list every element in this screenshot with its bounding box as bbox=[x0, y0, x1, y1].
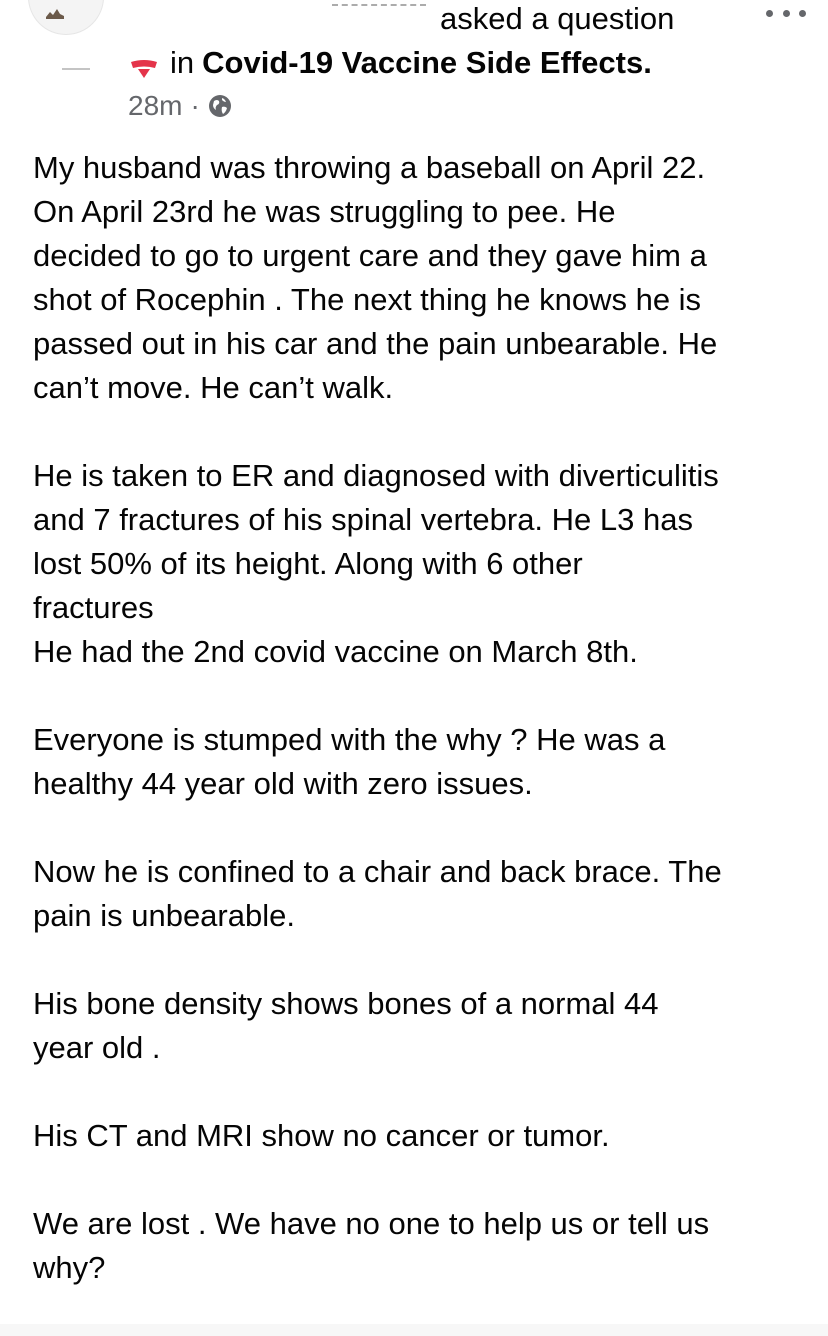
avatar-image bbox=[44, 6, 66, 20]
post-paragraph: His bone density shows bones of a normal 44 year old . bbox=[33, 986, 659, 1065]
timestamp[interactable]: 28m bbox=[128, 90, 183, 121]
globe-icon[interactable] bbox=[208, 94, 232, 118]
divider bbox=[62, 68, 90, 70]
dot-icon bbox=[783, 10, 790, 17]
post-footer-edge bbox=[0, 1324, 828, 1336]
group-line bbox=[170, 44, 652, 82]
author-name-obscured bbox=[332, 4, 426, 14]
post-paragraph: Everyone is stumped with the why ? He was a healthy 44 year old with zero issues. bbox=[33, 722, 666, 801]
group-name-link[interactable]: Covid-19 Vaccine Side Effects. bbox=[202, 45, 652, 80]
avatar[interactable] bbox=[28, 0, 104, 35]
dot-icon bbox=[766, 10, 773, 17]
post-body bbox=[33, 146, 813, 1290]
post-meta bbox=[128, 88, 232, 124]
dot-icon bbox=[799, 10, 806, 17]
in-label: in bbox=[170, 45, 195, 80]
post-paragraph: His CT and MRI show no cancer or tumor. bbox=[33, 1118, 610, 1153]
post-paragraph: Now he is confined to a chair and back brace. The pain is unbearable. bbox=[33, 854, 722, 933]
post-header bbox=[0, 0, 828, 130]
group-icon bbox=[128, 58, 160, 82]
post-action-text: asked a question bbox=[440, 1, 675, 36]
post-paragraph: My husband was throwing a baseball on April 22. On April 23rd he was struggling to pee. He decided to go to urgent care and they gave him a shot of Rocephin . The next thing he knows he is passed out in his car and the pain unbearable. He can’t move. He can’t walk. bbox=[33, 150, 718, 405]
post-paragraph: We are lost . We have no one to help us or tell us why? bbox=[33, 1206, 710, 1285]
more-options-icon[interactable] bbox=[766, 2, 806, 24]
post-paragraph: He is taken to ER and diagnosed with diverticulitis and 7 fractures of his spinal vertebra. He L3 has lost 50% of its height. Along with 6 other fractures He had the 2nd covid vaccine on March 8th. bbox=[33, 458, 719, 669]
meta-separator: · bbox=[190, 90, 200, 121]
